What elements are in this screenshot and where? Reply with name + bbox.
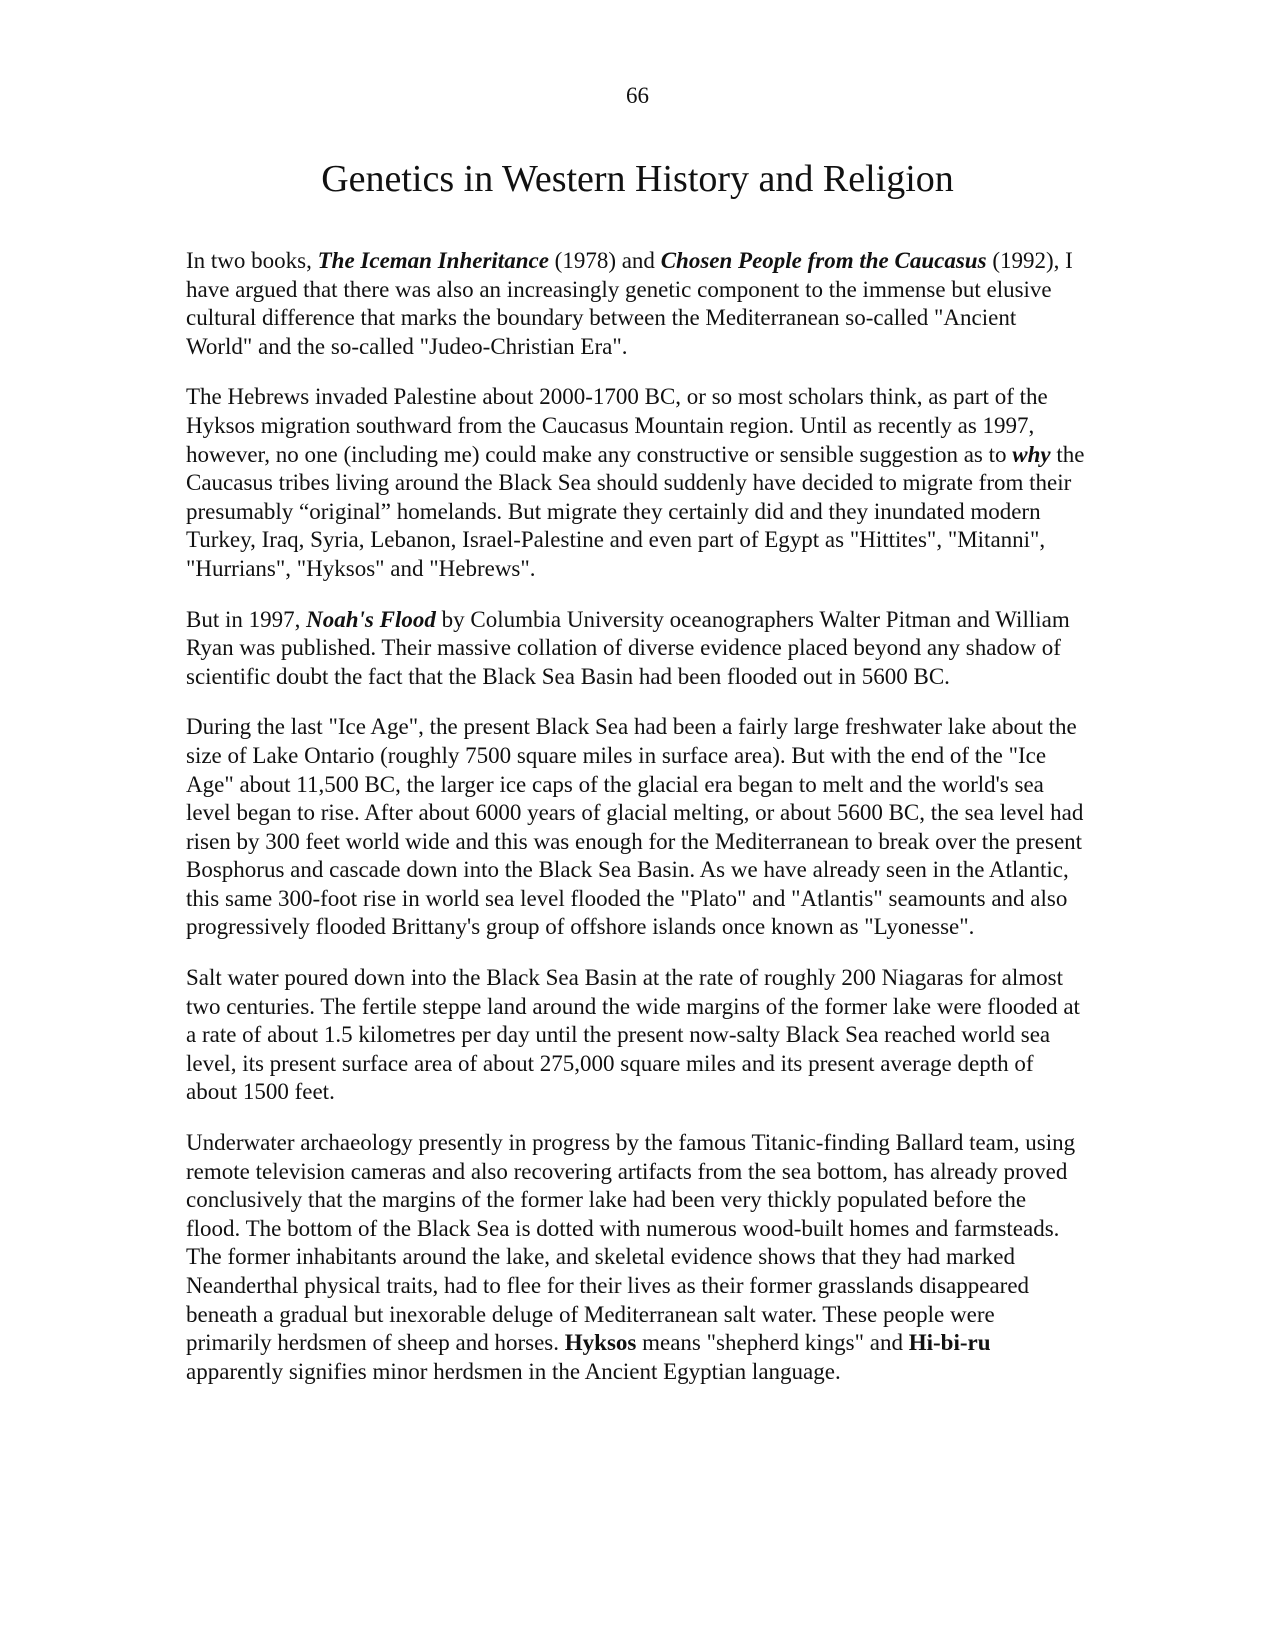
page-number: 66 bbox=[626, 83, 649, 108]
page-title: Genetics in Western History and Religion bbox=[321, 158, 954, 200]
book-title-chosen-people: Chosen People from the Caucasus bbox=[660, 248, 987, 273]
paragraph-6-text-2: means "shepherd kings" and bbox=[636, 1330, 909, 1356]
paragraph-1-text-2: (1978) and bbox=[548, 248, 661, 273]
paragraph-3-text-2: by Columbia University oceanographers Walter Pitman and William Ryan was published. Their massive collation of diverse evidence placed beyond any shadow of scientific doubt the fact that the Black Sea Basin had been flooded out in 5600 BC. bbox=[186, 606, 1070, 689]
term-hyksos: Hyksos bbox=[564, 1330, 637, 1356]
emphasis-why: why bbox=[1012, 441, 1051, 467]
paragraph-6-text-3: apparently signifies minor herdsmen in the Ancient Egyptian language. bbox=[186, 1358, 841, 1384]
paragraph-2-text-2: the Caucasus tribes living around the Black Sea should suddenly have decided to migrate from their presumably “original” homelands. But migrate they certainly did and they inundated modern Turkey, Iraq, Syria, Lebanon, Israel-Palestine and even part of Egypt as "Hittites", "Mitanni", "Hurrians", "Hyksos" and "Hebrews". bbox=[186, 441, 1085, 581]
paragraph-1-text-1: In two books, bbox=[186, 248, 318, 273]
paragraph-6-text-1: Underwater archaeology presently in progress by the famous Titanic-finding Ballard team, using remote television cameras and also recovering artifacts from the sea bottom, has already proved conclusively that the margins of the former lake had been very thickly populated before the flood. The bottom of the Black Sea is dotted with numerous wood-built homes and farmsteads. The former inhabitants around the lake, and skeletal evidence shows that they had marked Neanderthal physical traits, had to flee for their lives as their former grasslands disappeared beneath a gradual but inexorable deluge of Mediterranean salt water. These people were primarily herdsmen of sheep and horses. bbox=[186, 1130, 1076, 1356]
paragraph-5-text-1: Salt water poured down into the Black Sea Basin at the rate of roughly 200 Niagaras for almost two centuries. The fertile steppe land around the wide margins of the former lake were flooded at a rate of about 1.5 kilometres per day until the present now-salty Black Sea reached world sea level, its present surface area of about 275,000 square miles and its present average depth of about 1500 feet. bbox=[186, 965, 1080, 1105]
paragraph-4-text-1: During the last "Ice Age", the present Black Sea had been a fairly large freshwater lake about the size of Lake Ontario (roughly 7500 square miles in surface area). But with the end of the "Ice Age" about 11,500 BC, the larger ice caps of the glacial era began to melt and the world's sea level began to rise. After about 6000 years of glacial melting, or about 5600 BC, the sea level had risen by 300 feet world wide and this was enough for the Mediterranean to break over the present Bosphorus and cascade down into the Black Sea Basin. As we have already seen in the Atlantic, this same 300-foot rise in world sea level flooded the "Plato" and "Atlantis" seamounts and also progressively flooded Brittany's group of offshore islands once known as "Lyonesse". bbox=[186, 714, 1084, 940]
body-text bbox=[186, 247, 1086, 1408]
paragraph-3 bbox=[186, 606, 1086, 692]
paragraph-2-text-1: The Hebrews invaded Palestine about 2000-1700 BC, or so most scholars think, as part of the Hyksos migration southward from the Caucasus Mountain region. Until as recently as 1997, however, no one (including me) could make any constructive or sensible suggestion as to bbox=[186, 384, 1048, 467]
paragraph-1 bbox=[186, 247, 1086, 361]
book-title-iceman-inheritance: The Iceman Inheritance bbox=[317, 248, 549, 273]
paragraph-3-text-1: But in 1997, bbox=[186, 606, 307, 632]
paragraph-5 bbox=[186, 964, 1086, 1107]
paragraph-6 bbox=[186, 1129, 1086, 1386]
term-hi-bi-ru: Hi-bi-ru bbox=[908, 1330, 991, 1356]
paragraph-4 bbox=[186, 713, 1086, 942]
paragraph-2 bbox=[186, 383, 1086, 583]
paragraph-1-text-3: (1992), I have argued that there was also an increasingly genetic component to the immense but elusive cultural difference that marks the boundary between the Mediterranean so-called "Ancient World" and the so-called "Judeo-Christian Era". bbox=[186, 248, 1073, 359]
book-title-noahs-flood: Noah's Flood bbox=[306, 606, 436, 632]
